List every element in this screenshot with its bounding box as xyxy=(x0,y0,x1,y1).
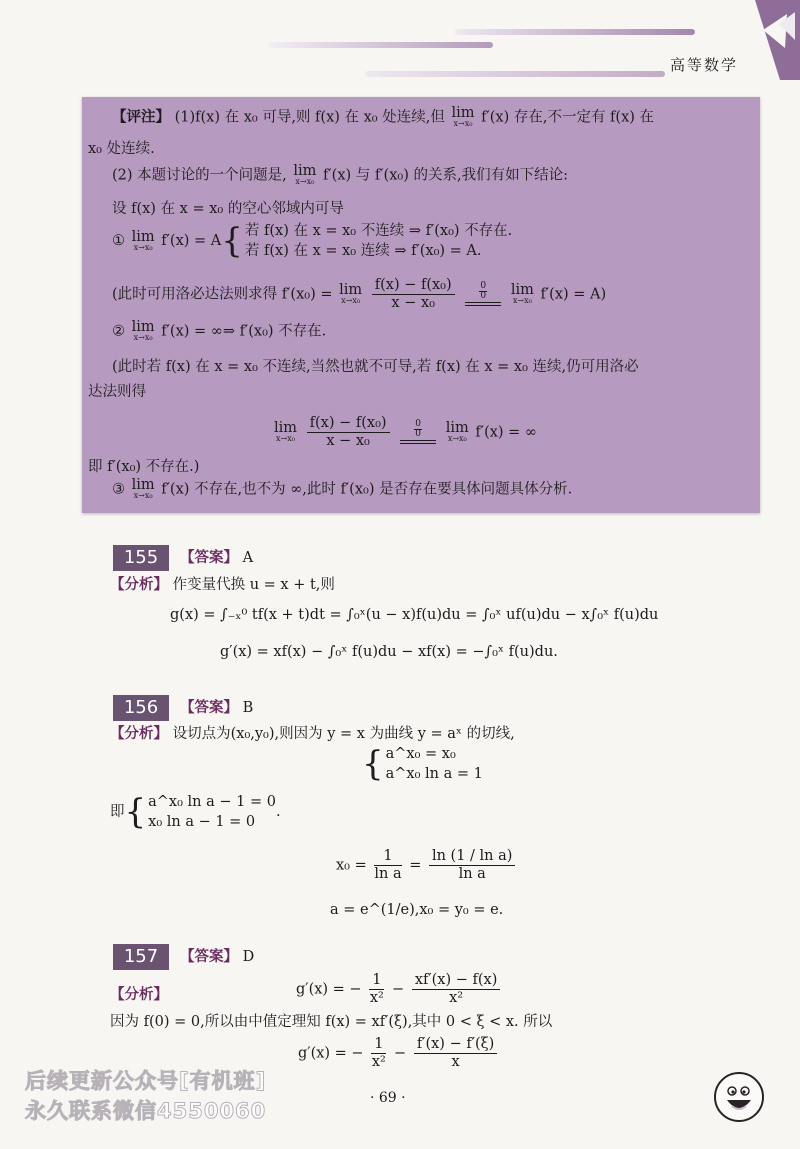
analysis-text: 设切点为(x₀,y₀),则因为 y = x 为曲线 y = aˣ 的切线, xyxy=(172,726,515,742)
analysis-157-text: 因为 f(0) = 0,所以由中值定理知 f(x) = xf′(ξ),其中 0 < ξ < x. 所以 xyxy=(110,1014,553,1030)
watermark-line: 后续更新公众号[有机班] xyxy=(25,1069,267,1093)
equation-text: g′(x) = − xyxy=(298,1045,364,1062)
circled-number: ① xyxy=(112,233,125,249)
problem-number-157: 157 xyxy=(113,944,169,970)
case-branch: 若 f(x) 在 x = x₀ 不连续 ⇒ f′(x₀) 不存在. xyxy=(244,223,513,239)
answer-value: B xyxy=(242,700,254,716)
comment-text: (1)f(x) 在 x₀ 可导,则 f(x) 在 x₀ 处连续,但 xyxy=(174,109,445,126)
case-2 xyxy=(112,321,326,342)
limit-symbol: lim x→x₀ xyxy=(451,105,475,128)
case-3 xyxy=(112,479,572,500)
case-expression: f′(x) = ∞⇒ f′(x₀) 不存在. xyxy=(161,323,327,340)
watermark-line: 永久联系微信4550060 xyxy=(25,1099,267,1123)
analysis-text: 作变量代换 u = x + t,则 xyxy=(172,577,335,593)
problem-number-156: 156 xyxy=(113,695,169,721)
analysis-tag: 【分析】 xyxy=(110,726,168,742)
limit-symbol: lim x→x₀ xyxy=(293,163,317,186)
smiley-icon xyxy=(712,1070,766,1124)
case-branch: 若 f(x) 在 x = x₀ 连续 ⇒ f′(x₀) = A. xyxy=(244,243,482,259)
limit-symbol: lim x→x₀ xyxy=(131,477,155,500)
analysis-tag: 【分析】 xyxy=(110,987,168,1003)
comment-line-8: (此时若 f(x) 在 x = x₀ 不连续,当然也就不可导,若 f(x) 在 x = x₀ 连续,仍可用洛必 xyxy=(112,359,639,375)
equation-text: − xyxy=(394,1045,407,1062)
answer-tag: 【答案】 xyxy=(180,700,238,716)
analysis-156 xyxy=(110,724,515,744)
fraction: $\frac{xf'(x) - f(x)}{\text{x²}}$ xyxy=(412,972,501,1007)
comment-text: f′(x) = ∞ xyxy=(475,424,538,441)
answer-value: D xyxy=(242,949,255,965)
comment-text: f′(x) 与 f′(x₀) 的关系,我们有如下结论: xyxy=(323,167,568,184)
answer-155 xyxy=(180,548,253,568)
comment-text: f′(x) = A) xyxy=(540,286,607,303)
fraction: $\frac{\text{f(x) − f(x₀)}}{\text{x − x₀}}$ xyxy=(372,277,455,312)
brace-symbol: { xyxy=(221,221,243,261)
comment-line-10 xyxy=(272,415,537,450)
equation-155-1: g(x) = ∫₋ₓ⁰ tf(x + t)dt = ∫₀ˣ(u − x)f(u)du = ∫₀ˣ uf(u)du − x∫₀ˣ f(u)du xyxy=(170,607,659,623)
analysis-tag: 【分析】 xyxy=(110,577,168,593)
punctuation: . xyxy=(275,804,281,820)
system-equation: x₀ ln a − 1 = 0 xyxy=(148,814,256,830)
answer-tag: 【答案】 xyxy=(180,550,238,566)
comment-line-1 xyxy=(112,107,654,128)
fraction: $\frac{1}{\text{ln a}}$ xyxy=(374,848,402,882)
system-equation: a^x₀ = x₀ xyxy=(385,746,456,762)
analysis-text: 即 xyxy=(110,804,125,820)
page-header-title: 高等数学 xyxy=(669,56,738,74)
comment-box xyxy=(82,97,760,513)
comment-line-6 xyxy=(112,277,606,312)
equation-157-1 xyxy=(296,972,503,1007)
comment-text: (此时可用洛必达法则求得 f′(x₀) = xyxy=(112,286,333,303)
answer-value: A xyxy=(242,550,254,566)
limit-symbol: lim x→x₀ xyxy=(510,282,534,305)
limit-symbol: lim x→x₀ xyxy=(131,228,155,252)
comment-line-2: x₀ 处连续. xyxy=(88,141,155,157)
circled-number: ③ xyxy=(112,481,125,498)
equation-156-1 xyxy=(336,848,518,883)
fraction: $\frac{\text{f(x) − f(x₀)}}{\text{x − x₀}}$ xyxy=(307,415,390,450)
limit-symbol: lim x→x₀ xyxy=(339,282,363,305)
system-156-1 xyxy=(362,744,483,784)
system-156-2 xyxy=(110,792,281,832)
case-expression: f′(x) 不存在,也不为 ∞,此时 f′(x₀) 是否存在要具体问题具体分析. xyxy=(161,481,573,498)
case-1 xyxy=(112,221,512,261)
comment-line-11: 即 f′(x₀) 不存在.) xyxy=(88,459,200,475)
limit-symbol: lim x→x₀ xyxy=(131,319,155,342)
comment-tag: 【评注】 xyxy=(112,109,170,126)
answer-tag: 【答案】 xyxy=(180,949,238,965)
analysis-155 xyxy=(110,575,335,595)
limit-symbol: lim x→x₀ xyxy=(274,420,298,443)
brace-symbol: { xyxy=(362,744,384,784)
fraction: $\frac{1}{\text{x²}}$ xyxy=(371,1036,386,1070)
fraction: $\frac{1}{\text{x²}}$ xyxy=(369,972,384,1006)
equation-156-2: a = e^(1/e),x₀ = y₀ = e. xyxy=(330,902,504,918)
circled-number: ② xyxy=(112,323,125,340)
comment-line-9: 达法则得 xyxy=(88,384,146,400)
equation-157-2 xyxy=(298,1036,500,1071)
analysis-157 xyxy=(110,985,168,1005)
watermark xyxy=(25,1066,266,1126)
answer-156 xyxy=(180,698,253,718)
comment-line-4: 设 f(x) 在 x = x₀ 的空心邻域内可导 xyxy=(112,201,344,217)
fraction: $\frac{\text{ln (1 / ln a)}}{\text{ln a}}$ xyxy=(429,848,515,883)
equation-text: x₀ = xyxy=(336,857,367,874)
lhopital-arrow: $\frac{0}{0}$ xyxy=(400,420,436,445)
system-equation: a^x₀ ln a = 1 xyxy=(385,766,483,782)
comment-line-3 xyxy=(112,165,568,186)
equation-text: − xyxy=(392,981,405,998)
page-number: · 69 · xyxy=(370,1090,406,1106)
fraction: $\frac{f'(x) - f'(\xi)}{x}$ xyxy=(414,1036,497,1071)
answer-157 xyxy=(180,947,254,967)
limit-symbol: lim x→x₀ xyxy=(445,420,469,443)
equation-155-2: g′(x) = xf(x) − ∫₀ˣ f(u)du − xf(x) = −∫₀ˣ f(u)du. xyxy=(220,644,558,660)
equation-text: = xyxy=(409,857,422,874)
comment-text: f′(x) 存在,不一定有 f(x) 在 xyxy=(481,109,655,126)
equation-text: g′(x) = − xyxy=(296,981,362,998)
system-equation: a^x₀ ln a − 1 = 0 xyxy=(148,794,276,810)
brace-symbol: { xyxy=(124,792,147,832)
case-expression: f′(x) = A xyxy=(161,233,222,249)
problem-number-155: 155 xyxy=(113,545,169,571)
lhopital-arrow: $\frac{0}{0}$ xyxy=(465,282,501,307)
comment-text: (2) 本题讨论的一个问题是, xyxy=(112,167,287,184)
